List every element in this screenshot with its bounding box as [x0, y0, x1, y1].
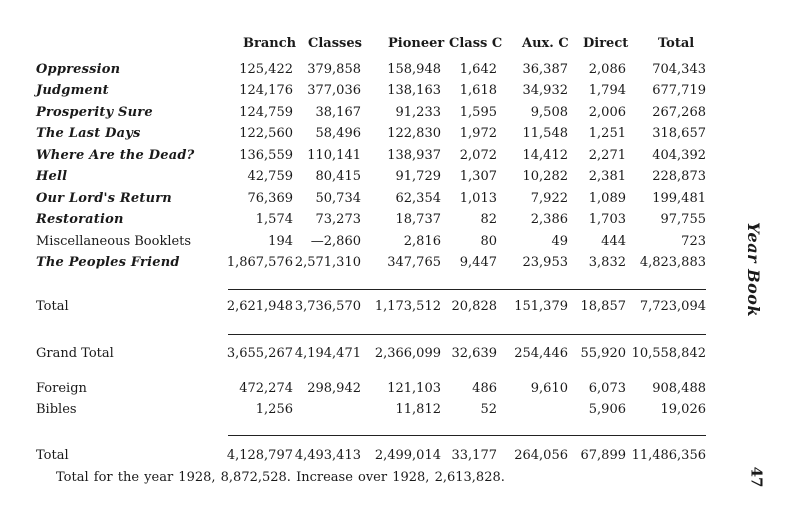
- bibles-row-direct: 5,906: [588, 402, 626, 417]
- row-5-label: Where Are the Dead?: [36, 148, 195, 163]
- row-5-classes: 110,141: [307, 148, 361, 163]
- row-7-total: 199,481: [652, 191, 706, 206]
- row-9-branch: 194: [268, 234, 293, 249]
- footnote: Total for the year 1928, 8,872,528. Increase over 1928, 2,613,828.: [56, 470, 505, 485]
- row-1-pioneer: 158,948: [387, 62, 441, 77]
- row-3-aux-c: 9,508: [530, 105, 568, 120]
- row-5-class-c: 2,072: [459, 148, 497, 163]
- total-row-aux-c: 151,379: [514, 299, 568, 314]
- row-3-classes: 38,167: [315, 105, 361, 120]
- row-7-direct: 1,089: [588, 191, 626, 206]
- foreign-row-class-c: 486: [472, 381, 497, 396]
- row-6-classes: 80,415: [315, 169, 361, 184]
- row-1-branch: 125,422: [239, 62, 293, 77]
- row-8-direct: 1,703: [588, 212, 626, 227]
- row-10-total: 4,823,883: [639, 255, 706, 270]
- row-4-direct: 1,251: [588, 126, 626, 141]
- row-9-class-c: 80: [480, 234, 497, 249]
- row-6-aux-c: 10,282: [522, 169, 568, 184]
- grand-total-row-pioneer: 2,366,099: [374, 346, 441, 361]
- header-classes: Classes: [308, 36, 362, 51]
- row-6-total: 228,873: [652, 169, 706, 184]
- row-8-branch: 1,574: [255, 212, 293, 227]
- row-9-classes: —2,860: [310, 234, 361, 249]
- row-4-total: 318,657: [652, 126, 706, 141]
- foreign-row-aux-c: 9,610: [530, 381, 568, 396]
- row-2-class-c: 1,618: [459, 83, 497, 98]
- row-3-branch: 124,759: [239, 105, 293, 120]
- grand-total-row-class-c: 32,639: [451, 346, 497, 361]
- row-9-pioneer: 2,816: [403, 234, 441, 249]
- row-4-aux-c: 11,548: [522, 126, 568, 141]
- header-pioneer: Pioneer: [388, 36, 445, 51]
- header-branch: Branch: [243, 36, 297, 51]
- row-2-pioneer: 138,163: [387, 83, 441, 98]
- bibles-row-total: 19,026: [660, 402, 706, 417]
- foreign-row-total: 908,488: [652, 381, 706, 396]
- row-8-aux-c: 2,386: [530, 212, 568, 227]
- row-5-branch: 136,559: [239, 148, 293, 163]
- row-2-direct: 1,794: [588, 83, 626, 98]
- row-1-direct: 2,086: [588, 62, 626, 77]
- row-10-aux-c: 23,953: [522, 255, 568, 270]
- foreign-row-label: Foreign: [36, 381, 87, 396]
- row-7-classes: 50,734: [315, 191, 361, 206]
- total-row-direct: 18,857: [580, 299, 626, 314]
- row-3-class-c: 1,595: [459, 105, 497, 120]
- rule-above-grand-total: [228, 334, 706, 335]
- row-8-pioneer: 18,737: [395, 212, 441, 227]
- side-title: Year Book: [744, 222, 763, 318]
- row-2-aux-c: 34,932: [522, 83, 568, 98]
- grand-total-row-direct: 55,920: [580, 346, 626, 361]
- foreign-row-branch: 472,274: [239, 381, 293, 396]
- row-2-classes: 377,036: [307, 83, 361, 98]
- row-9-aux-c: 49: [551, 234, 568, 249]
- grand-total-row-aux-c: 254,446: [514, 346, 568, 361]
- header-total: Total: [658, 36, 695, 51]
- row-4-pioneer: 122,830: [387, 126, 441, 141]
- final-total-row-total: 11,486,356: [631, 448, 706, 463]
- row-7-pioneer: 62,354: [395, 191, 441, 206]
- row-2-label: Judgment: [36, 83, 109, 98]
- bibles-row-pioneer: 11,812: [395, 402, 441, 417]
- total-row-pioneer: 1,173,512: [374, 299, 441, 314]
- final-total-row-classes: 4,493,413: [294, 448, 361, 463]
- total-row-branch: 2,621,948: [226, 299, 293, 314]
- grand-total-row-label: Grand Total: [36, 346, 114, 361]
- final-total-row-direct: 67,899: [580, 448, 626, 463]
- header-aux-c: Aux. C: [522, 36, 569, 51]
- final-total-row-label: Total: [36, 448, 69, 463]
- row-5-direct: 2,271: [588, 148, 626, 163]
- total-row-label: Total: [36, 299, 69, 314]
- foreign-row-pioneer: 121,103: [387, 381, 441, 396]
- row-1-label: Oppression: [36, 62, 121, 77]
- row-5-total: 404,392: [652, 148, 706, 163]
- row-8-label: Restoration: [36, 212, 124, 227]
- final-total-row-branch: 4,128,797: [226, 448, 293, 463]
- row-2-total: 677,719: [652, 83, 706, 98]
- row-9-label: Miscellaneous Booklets: [36, 234, 192, 249]
- row-1-total: 704,343: [652, 62, 706, 77]
- row-9-total: 723: [681, 234, 706, 249]
- bibles-row-class-c: 52: [480, 402, 497, 417]
- bibles-row-label: Bibles: [36, 402, 77, 417]
- row-2-branch: 124,176: [239, 83, 293, 98]
- header-direct: Direct: [583, 36, 629, 51]
- foreign-row-direct: 6,073: [588, 381, 626, 396]
- rule-above-final-total: [228, 435, 706, 436]
- row-6-label: Hell: [36, 169, 68, 184]
- row-10-direct: 3,832: [588, 255, 626, 270]
- row-7-label: Our Lord's Return: [36, 191, 172, 206]
- row-3-direct: 2,006: [588, 105, 626, 120]
- final-total-row-class-c: 33,177: [451, 448, 497, 463]
- total-row-total: 7,723,094: [639, 299, 706, 314]
- row-10-label: The Peoples Friend: [36, 255, 180, 270]
- row-7-aux-c: 7,922: [530, 191, 568, 206]
- row-3-label: Prosperity Sure: [36, 105, 153, 120]
- header-class-c: Class C: [449, 36, 503, 51]
- foreign-row-classes: 298,942: [307, 381, 361, 396]
- row-8-class-c: 82: [480, 212, 497, 227]
- page-number: 47: [747, 466, 766, 488]
- row-7-branch: 76,369: [247, 191, 293, 206]
- row-7-class-c: 1,013: [459, 191, 497, 206]
- row-9-direct: 444: [601, 234, 626, 249]
- bibles-row-branch: 1,256: [255, 402, 293, 417]
- final-total-row-pioneer: 2,499,014: [374, 448, 441, 463]
- row-10-branch: 1,867,576: [226, 255, 293, 270]
- row-1-class-c: 1,642: [459, 62, 497, 77]
- total-row-class-c: 20,828: [451, 299, 497, 314]
- row-5-aux-c: 14,412: [522, 148, 568, 163]
- row-4-branch: 122,560: [239, 126, 293, 141]
- row-6-class-c: 1,307: [459, 169, 497, 184]
- total-row-classes: 3,736,570: [294, 299, 361, 314]
- row-8-classes: 73,273: [315, 212, 361, 227]
- row-10-class-c: 9,447: [459, 255, 497, 270]
- rule-above-total: [228, 289, 706, 290]
- row-4-label: The Last Days: [36, 126, 141, 141]
- row-10-pioneer: 347,765: [387, 255, 441, 270]
- row-6-branch: 42,759: [247, 169, 293, 184]
- grand-total-row-branch: 3,655,267: [226, 346, 293, 361]
- row-10-classes: 2,571,310: [294, 255, 361, 270]
- row-3-total: 267,268: [652, 105, 706, 120]
- row-8-total: 97,755: [660, 212, 706, 227]
- grand-total-row-classes: 4,194,471: [294, 346, 361, 361]
- final-total-row-aux-c: 264,056: [514, 448, 568, 463]
- row-1-aux-c: 36,387: [522, 62, 568, 77]
- row-6-direct: 2,381: [588, 169, 626, 184]
- grand-total-row-total: 10,558,842: [631, 346, 706, 361]
- row-1-classes: 379,858: [307, 62, 361, 77]
- row-4-class-c: 1,972: [459, 126, 497, 141]
- row-4-classes: 58,496: [315, 126, 361, 141]
- row-5-pioneer: 138,937: [387, 148, 441, 163]
- row-6-pioneer: 91,729: [395, 169, 441, 184]
- row-3-pioneer: 91,233: [395, 105, 441, 120]
